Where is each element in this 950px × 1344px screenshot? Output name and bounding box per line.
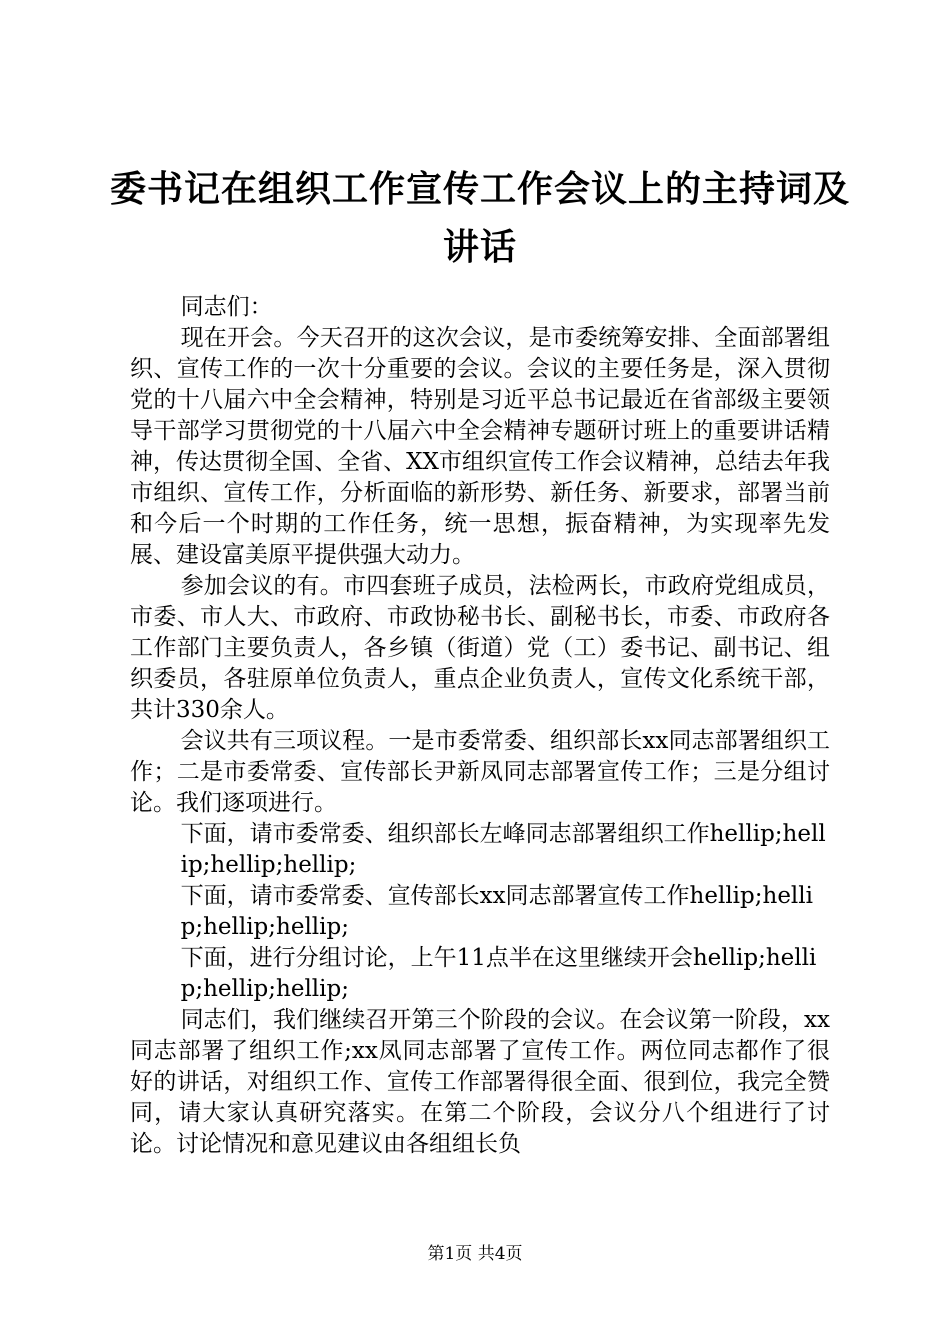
opening-paragraph: 现在开会。今天召开的这次会议，是市委统筹安排、全面部署组织、宣传工作的一次十分重要的会议。会议的主要任务是，深入贯彻党的十八届六中全会精神，特别是习近平总书记最近在省部级主要领导干部学习贯彻党的十八届六中全会精神专题研讨班上的重要讲话精神，传达贯彻全国、全省、XX市组织宣传工作会议精神，总结去年我市组织、宣传工作，分析面临的新形势、新任务、新要求，部署当前和今后一个时期的工作任务，统一思想，振奋精神，为实现率先发展、建设富美原平提供强大动力。 [130, 325, 830, 568]
page-number-footer: 第1页 共4页 [427, 1244, 523, 1264]
attendees-paragraph: 参加会议的有。市四套班子成员，法检两长，市政府党组成员，市委、市人大、市政府、市政协秘书长、副秘书长，市委、市政府各工作部门主要负责人，各乡镇（街道）党（工）委书记、副书记、组织委员，各驻原单位负责人，重点企业负责人，宣传文化系统干部，共计330余人。 [130, 573, 830, 723]
closing-paragraph: 同志们，我们继续召开第三个阶段的会议。在会议第一阶段，xx同志部署了组织工作;xx凤同志部署了宣传工作。两位同志都作了很好的讲话，对组织工作、宣传工作部署得很全面、很到位，我完全赞同，请大家认真研究落实。在第二个阶段，会议分八个组进行了讨论。讨论情况和意见建议由各组组长负 [130, 1007, 830, 1157]
document-title: 委书记在组织工作宣传工作会议上的主持词及讲话 [110, 168, 851, 268]
document-body [130, 292, 830, 1160]
salutation-paragraph: 同志们： [180, 294, 273, 320]
agenda-item-discussion: 下面，进行分组讨论，上午11点半在这里继续开会hellip;hellip;hellip;hellip; [180, 945, 817, 1002]
agenda-item-organization: 下面，请市委常委、组织部长左峰同志部署组织工作hellip;hellip;hellip;hellip; [180, 821, 826, 878]
agenda-item-propaganda: 下面，请市委常委、宣传部长xx同志部署宣传工作hellip;hellip;hellip;hellip; [180, 883, 813, 940]
agenda-paragraph: 会议共有三项议程。一是市委常委、组织部长xx同志部署组织工作；二是市委常委、宣传部长尹新凤同志部署宣传工作；三是分组讨论。我们逐项进行。 [130, 728, 830, 816]
